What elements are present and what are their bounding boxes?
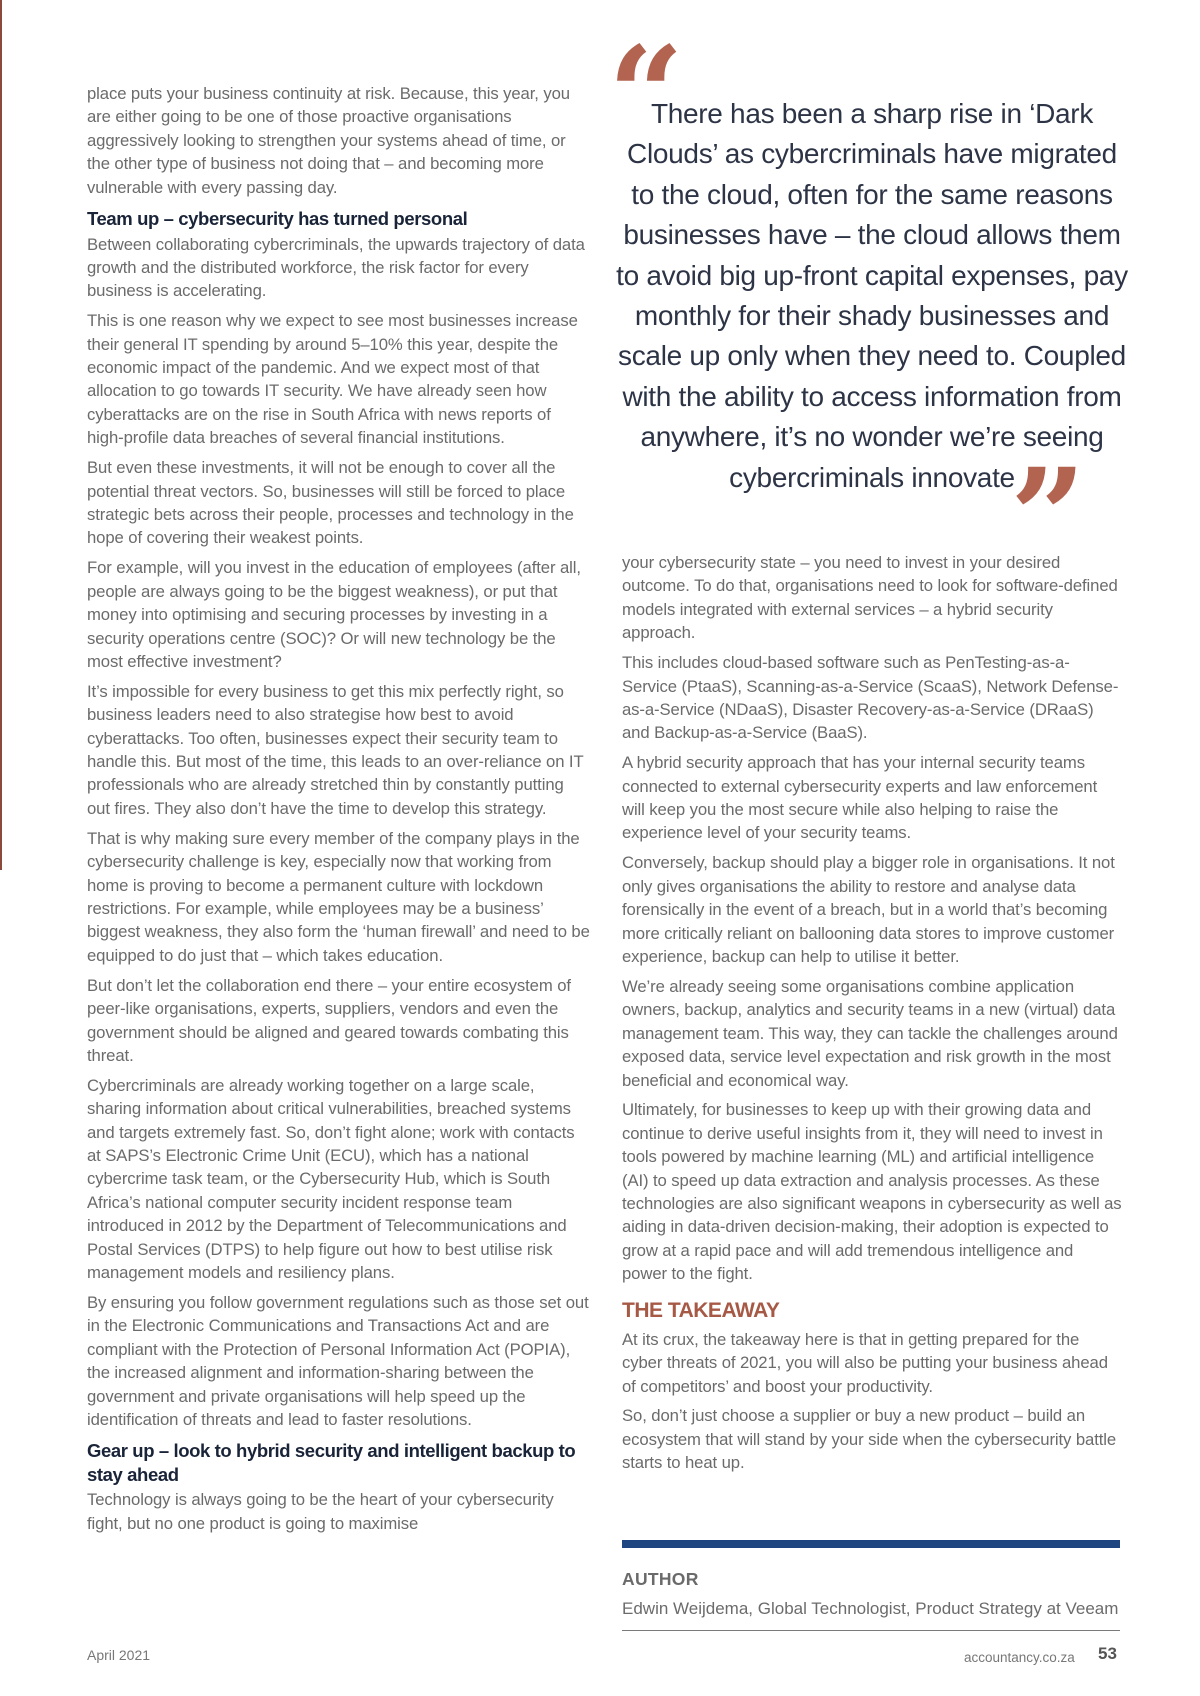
left-paragraph-6: It’s impossible for every business to get this mix perfectly right, so business leaders need to also strategise how best to avoid cyberattacks. Too often, businesses expect their security team to handle this. But most of the time, this leads to an over-reliance on IT professionals who are already stretched thin by constantly putting out fires. They also don’t have the time to develop this strategy. [87, 681, 584, 818]
right-column [622, 551, 1122, 1481]
left-paragraph-1: place puts your business continuity at risk. Because, this year, you are either going to be one of those proactive organisations aggressively looking to strengthen your systems ahead of time, or the other type of business not doing that – and becoming more vulnerable with every passing day. [87, 84, 570, 197]
author-label: AUTHOR [622, 1569, 699, 1589]
right-paragraph-5: We’re already seeing some organisations combine application owners, backup, analytics and security teams in a new (virtual) data management team. This way, they can tackle the challenges around exposed data, service level expectation and risk growth in the most beneficial and economical way. [622, 976, 1118, 1090]
right-paragraph-4: Conversely, backup should play a bigger role in organisations. It not only gives organisations the ability to restore and analyse data forensically in the event of a breach, but in a world that’s becoming more critically reliant on ballooning data stores to improve customer experience, backup can help to utilise it better. [622, 853, 1115, 966]
close-quote-icon: ” [1010, 440, 1086, 595]
footer-date: April 2021 [87, 1647, 151, 1663]
author-box [622, 1540, 1120, 1631]
section-heading-team-up: Team up – cybersecurity has turned personal [87, 208, 468, 230]
page-edge-rule [0, 0, 2, 870]
right-paragraph-7: At its crux, the takeaway here is that in getting prepared for the cyber threats of 2021, you will also be putting your business ahead of competitors’ and boost your productivity. [622, 1329, 1108, 1396]
takeaway-heading: THE TAKEAWAY [622, 1298, 780, 1322]
pull-quote [608, 18, 1132, 595]
author-bottom-rule [622, 1630, 1120, 1631]
left-paragraph-11: Technology is always going to be the heart of your cybersecurity fight, but no one product is going to maximise [87, 1490, 554, 1533]
page-number: 53 [1098, 1644, 1117, 1663]
footer-site-link[interactable]: accountancy.co.za [964, 1650, 1075, 1665]
pull-quote-text: There has been a sharp rise in ‘Dark Clouds’ as cybercriminals have migrated to the cloud, often for the same reasons businesses have – the cloud allows them to avoid big up-front capital expenses, pay monthly for their shady businesses and scale up only when they need to. Coupled with the ability to access information from anywhere, it’s no wonder we’re seeing cybercriminals innovate [616, 98, 1128, 493]
left-paragraph-10: By ensuring you follow government regulations such as those set out in the Electronic Communications and Transactions Act and are compliant with the Protection of Personal Information Act (POPIA), the increased alignment and information-sharing between the government and private organisations will help speed up the identification of threats and lead to faster resolutions. [87, 1293, 589, 1430]
right-paragraph-3: A hybrid security approach that has your internal security teams connected to external cybersecurity experts and law enforcement will keep you the most secure while also helping to raise the experience level of your security teams. [622, 753, 1098, 843]
left-paragraph-8: But don’t let the collaboration end there – your entire ecosystem of peer-like organisations, experts, suppliers, vendors and even the government should be aligned and geared towards combating this threat. [87, 975, 571, 1065]
right-paragraph-2: This includes cloud-based software such as PenTesting-as-a-Service (PtaaS), Scanning-as-a-Service (ScaaS), Network Defense-as-a-Service (NDaaS), Disaster Recovery-as-a-Service (DRaaS) and Backup-as-a-Service (BaaS). [622, 653, 1119, 743]
author-top-bar [622, 1540, 1120, 1548]
left-paragraph-7: That is why making sure every member of the company plays in the cybersecurity challenge is key, especially now that working from home is proving to become a permanent culture with lockdown restrictions. For example, while employees may be a business’ biggest weakness, they also form the ‘human firewall’ and need to be equipped to do just that – which takes education. [87, 828, 590, 965]
open-quote-icon: “ [608, 18, 684, 173]
left-paragraph-4: But even these investments, it will not be enough to cover all the potential threat vectors. So, businesses will still be forced to place strategic bets across their people, processes and technology in the hope of covering their weakest points. [87, 458, 574, 548]
left-paragraph-9: Cybercriminals are already working together on a large scale, sharing information about critical vulnerabilities, breached systems and targets extremely fast. So, don’t fight alone; work with contacts at SAPS’s Electronic Crime Unit (ECU), which has a national cybercrime task team, or the Cybersecurity Hub, which is South Africa’s national computer security incident response team introduced in 2012 by the Department of Telecommunications and Postal Services (DTPS) to help figure out how to best utilise risk management models and resiliency plans. [87, 1075, 575, 1283]
author-name: Edwin Weijdema, Global Technologist, Product Strategy at Veeam [622, 1599, 1119, 1618]
right-paragraph-6: Ultimately, for businesses to keep up with their growing data and continue to derive useful insights from it, they will need to invest in tools powered by machine learning (ML) and artificial intelligence (AI) to speed up data extraction and analysis processes. As these technologies are also significant weapons in cybersecurity as well as aiding in data-driven decision-making, their adoption is expected to grow at a rapid pace and will add tremendous intelligence and power to the fight. [622, 1100, 1122, 1284]
left-column [87, 82, 590, 1542]
right-paragraph-8: So, don’t just choose a supplier or buy a new product – build an ecosystem that will stand by your side when the cybersecurity battle starts to heat up. [622, 1406, 1117, 1473]
section-heading-gear-up: Gear up – look to hybrid security and intelligent backup to stay ahead [87, 1440, 576, 1485]
left-paragraph-5: For example, will you invest in the education of employees (after all, people are always going to be the biggest weakness), or put that money into optimising and securing processes by investing in a security operations centre (SOC)? Or will new technology be the most effective investment? [87, 558, 581, 671]
right-paragraph-1: your cybersecurity state – you need to invest in your desired outcome. To do that, organisations need to look for software-defined models integrated with external services – a hybrid security approach. [622, 553, 1118, 643]
left-paragraph-3: This is one reason why we expect to see most businesses increase their general IT spending by around 5–10% this year, despite the economic impact of the pandemic. And we expect most of that allocation to go towards IT security. We have already seen how cyberattacks are on the rise in South Africa with news reports of high-profile data breaches of several financial institutions. [87, 311, 578, 448]
left-paragraph-2: Between collaborating cybercriminals, the upwards trajectory of data growth and the distributed workforce, the risk factor for every business is accelerating. [87, 234, 585, 301]
